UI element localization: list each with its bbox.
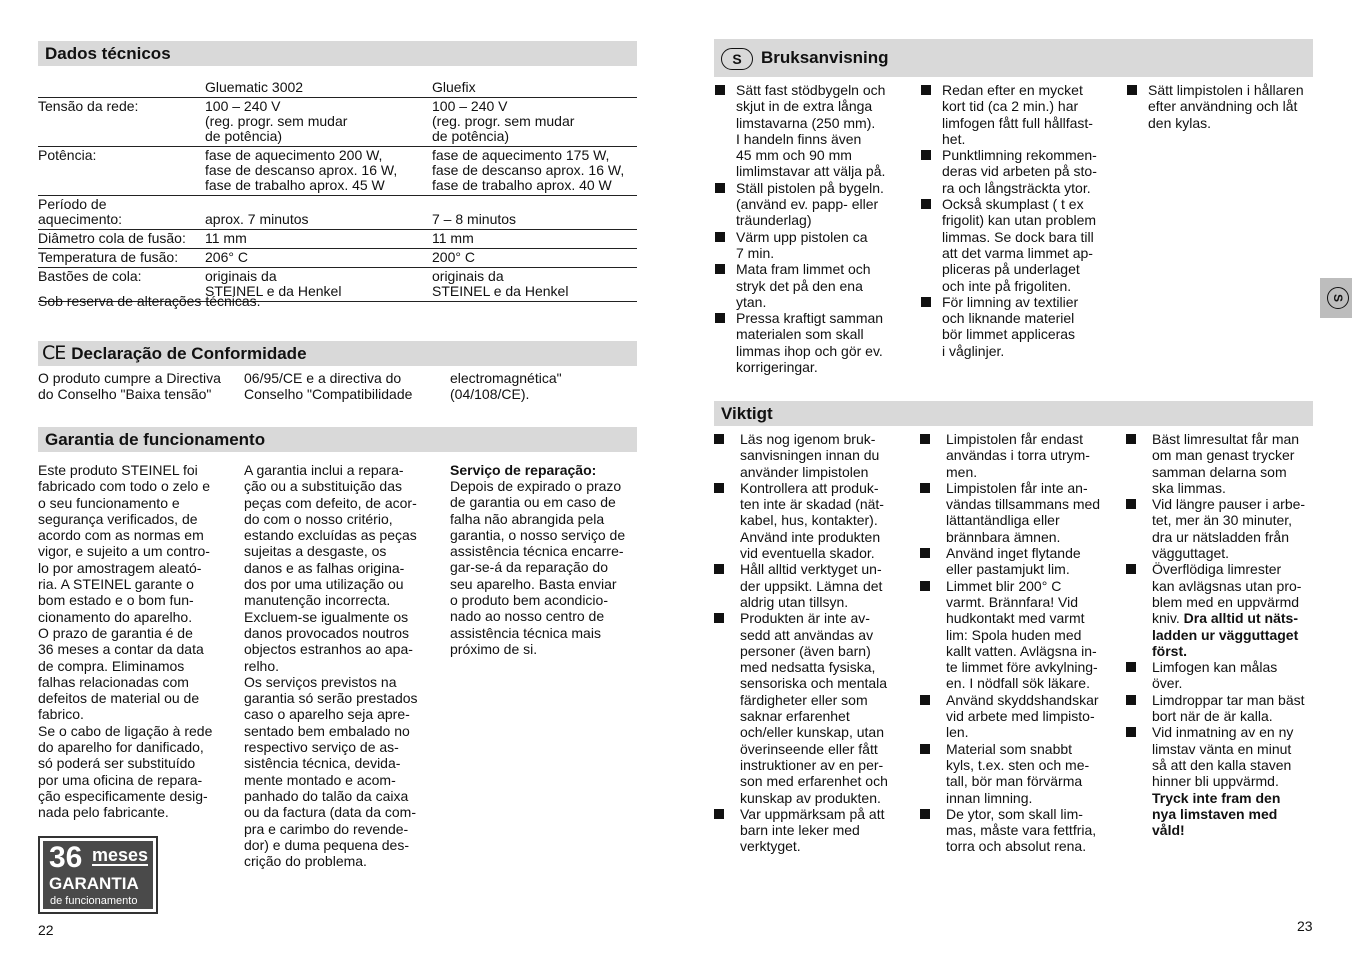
warranty-col-2: A garantia inclui a repara- ção ou a substituição das peças com defeito, de acor- do com o nosso critério, estando excluídas as peças sujeitas a desgaste, os danos e as falhas origina- dos por uma utilização ou manutenção incorrecta. Excluem-se igualmente os danos provocados noutros objectos estranhos ao apa- relho. Os serviços previstos na garantia só serão prestados caso o aparelho seja apre- sentado bem embalado no respectivo serviço de as- sistência técnica, devida- mente montado e acom- panhado do talão da caixa ou da factura (data da com- pra e carimbo do revende- dor) e duma pequena des- crição do problema. (244, 462, 418, 870)
language-side-tab (1320, 278, 1352, 318)
bullet-item (712, 561, 912, 610)
bullet-item (1124, 496, 1324, 561)
bullet-text: Sätt fast stödbygeln och skjut in de extra långa limstavarna (250 mm). I handeln finns även 45 mm och 90 mm limlimstavar att välja på. (736, 82, 886, 180)
bullet-item (1124, 431, 1324, 496)
important-list-col-2 (918, 431, 1118, 855)
tech-cell: 200° C (432, 249, 637, 268)
bullet-item (918, 545, 1118, 578)
bullet-text: Vid längre pauser i arbe- tet, mer än 30 minuter, dra ur nätsladden från vägguttaget. (1152, 496, 1306, 562)
bullet-text: Material som snabbt kyls, t.ex. sten och me- tall, bör man förvärma innan limning. (946, 740, 1090, 806)
bullet-text: Överflödiga limrester kan avlägsnas utan pro- blem med en uppvärmd kniv. (1152, 561, 1302, 627)
warranty-title: Garantia de funcionamento (45, 430, 266, 449)
tech-table-row (38, 147, 637, 196)
bullet-text: För limning av textilier och liknande materiel bör limmet appliceras i våglinjer. (942, 293, 1079, 359)
logo-word: GARANTIA (49, 874, 139, 893)
bullet-item (712, 480, 912, 561)
bullet-text: Limpistolen får inte an- vändas tillsammans med lättantändliga eller brännbara ämnen. (946, 479, 1101, 545)
bullet-item (918, 431, 1118, 480)
bullet-text: Håll alltid verktyget un- der uppsikt. Lämna det aldrig utan tillsyn. (740, 561, 883, 610)
tech-header-cell: Gluefix (432, 79, 476, 95)
bullet-text: Punktlimning rekommen- deras vid arbeten på sto- ra och långsträckta ytor. (942, 147, 1097, 196)
bullet-text: Limpistolen får endast användas i torra utrym- men. (946, 431, 1090, 480)
warranty-col-3-heading: Serviço de reparação: (450, 462, 597, 478)
tech-cell: originais da STEINEL e da Henkel (432, 268, 637, 302)
tech-cell: Bastões de cola: (38, 268, 205, 302)
bullet-bold-text: Dra alltid ut näts- ladden ur vägguttaget först. (1152, 610, 1299, 659)
bullet-item (918, 692, 1118, 741)
bullet-item (1124, 724, 1324, 838)
bullet-text: Limfogen kan målas över. (1152, 659, 1278, 692)
tech-table-row (38, 98, 637, 147)
instructions-header (714, 39, 1313, 77)
bullet-bold-text: Tryck inte fram den nya limstaven med våld! (1152, 789, 1281, 839)
bullet-item (918, 480, 1118, 545)
instructions-list-col-3 (1127, 82, 1317, 131)
tech-cell: 100 – 240 V (reg. progr. sem mudar de potência) (205, 98, 432, 147)
bullet-text: Bäst limresultat får man om man genast trycker samman delarna som ska limmas. (1152, 431, 1300, 496)
bullet-text: Vid inmatning av en ny limstav vänta en minut så att den kalla staven hinner bli uppvärmd. (1152, 724, 1294, 790)
bullet-text: Pressa kraftigt samman materialen som skall limmas ihop och gör ev. korrigeringar. (736, 310, 884, 376)
tech-cell: 11 mm (432, 230, 637, 249)
conformity-col-2: 06/95/CE e a directiva do Conselho "Compatibilidade (244, 370, 413, 403)
warranty-col-1: Este produto STEINEL foi fabricado com todo o zelo e o seu funcionamento e segurança verificados, de acordo com as normas em vigor, e sujeito a um contro- lo por amostragem aleató- ria. A STEINEL garante o bom estado e o bom fun- cionamento do aparelho. O prazo de garantia é de 36 meses a contar da data de compra. Eliminamos falhas relacionadas com defeitos de material ou de fabrico. Se o cabo de ligação à rede do aparelho for danificado, só poderá ser substituído por uma oficina de repara- ção especificamente desig- nada pelo fabricante. (38, 462, 213, 821)
important-header (714, 401, 1313, 426)
tech-cell: fase de aquecimento 175 W, fase de descanso aprox. 16 W, fase de trabalho aprox. 40 W (432, 147, 637, 196)
instructions-list-col-2 (921, 82, 1111, 359)
tech-table-row (38, 230, 637, 249)
important-title: Viktigt (721, 404, 773, 423)
bullet-text: Redan efter en mycket kort tid (ca 2 min.) har limfogen fått full hållfast- het. (942, 82, 1093, 147)
bullet-text: Värm upp pistolen ca 7 min. (736, 228, 868, 261)
tech-cell: 7 – 8 minutos (432, 196, 637, 230)
tech-header-cell (38, 80, 205, 98)
bullet-text: Produkten är inte av- sedd att användas av personer (även barn) med nedsatta fysiska, sensoriska och mentala färdigheter eller som saknar erfarenhet och/eller kunskap, utan överinseende eller fått instruktioner av en per- son med erfarenhet och kunskap av produkten. (740, 610, 888, 806)
bullet-item (715, 180, 905, 229)
conformity-title: Declaração de Conformidade (71, 344, 307, 363)
side-tab-s-icon: S (1327, 287, 1349, 309)
warranty-36-months-logo (38, 836, 158, 914)
bullet-item (712, 806, 912, 855)
tech-cell: 100 – 240 V (reg. progr. sem mudar de potência) (432, 98, 637, 147)
bullet-text: Limmet blir 200° C varmt. Brännfara! Vid hudkontakt med varmt lim: Spola huden med kallt vatten. Avlägsna in- te limmet före avkylning- en. I nödfall sök läkare. (946, 577, 1098, 692)
important-list-col-1 (712, 431, 912, 855)
page-number-right: 23 (1297, 918, 1313, 934)
tech-cell: 206° C (205, 249, 432, 268)
bullet-item (712, 431, 912, 480)
bullet-text: Använd skyddshandskar vid arbete med limpisto- len. (946, 691, 1099, 741)
tech-cell: Tensão da rede: (38, 98, 205, 147)
bullet-text: Använd inget flytande eller pastamjukt lim. (946, 545, 1081, 578)
tech-cell: originais da STEINEL e da Henkel (205, 268, 432, 302)
bullet-item (921, 196, 1111, 294)
bullet-text: Limdroppar tar man bäst bort när de är kalla. (1152, 691, 1305, 725)
bullet-item (918, 806, 1118, 855)
bullet-item (715, 229, 905, 262)
bullet-item (1124, 692, 1324, 725)
tech-cell: aprox. 7 minutos (205, 196, 432, 230)
bullet-item (921, 294, 1111, 359)
tech-cell: Diâmetro cola de fusão: (38, 230, 205, 249)
bullet-item (921, 147, 1111, 196)
logo-sub: de funcionamento (50, 895, 138, 907)
bullet-item (715, 261, 905, 310)
tech-cell: 11 mm (205, 230, 432, 249)
important-list-col-3 (1124, 431, 1324, 838)
page-number-left: 22 (38, 922, 54, 938)
bullet-item (918, 741, 1118, 806)
bullet-item (712, 610, 912, 806)
bullet-item (1124, 561, 1324, 659)
tech-cell: fase de aquecimento 200 W, fase de descanso aprox. 16 W, fase de trabalho aprox. 45 W (205, 147, 432, 196)
tech-table-row (38, 196, 637, 230)
bullet-text: Läs nog igenom bruk- sanvisningen innan du använder limpistolen (740, 431, 880, 480)
bullet-text: Var uppmärksam på att barn inte leker med verktyget. (740, 805, 885, 855)
logo-number: 36 (49, 841, 83, 874)
bullet-text: Ställ pistolen på bygeln. (använd ev. papp- eller träunderlag) (736, 179, 884, 229)
tech-table-row (38, 249, 637, 268)
bullet-text: Kontrollera att produk- ten inte är skadad (nät- kabel, hus, kontakter). Använd inte produkten vid eventuella skador. (740, 479, 884, 562)
bullet-item (918, 578, 1118, 692)
conformity-col-3: electromagnética" (04/108/CE). (450, 370, 562, 403)
warranty-header (38, 427, 637, 452)
tech-cell: Período de aquecimento: (38, 196, 205, 230)
bullet-item (715, 82, 905, 180)
tech-cell: Temperatura de fusão: (38, 249, 205, 268)
logo-unit: meses (92, 845, 149, 865)
bullet-text: De ytor, som skall lim- mas, måste vara fettfria, torra och absolut rena. (946, 805, 1097, 855)
conformity-col-1: O produto cumpre a Directiva do Conselho "Baixa tensão" (38, 370, 221, 403)
tech-table (38, 80, 637, 302)
instructions-title: Bruksanvisning (761, 48, 889, 67)
instructions-list-col-1 (715, 82, 905, 375)
tech-section-title: Dados técnicos (45, 44, 171, 63)
bullet-item (1124, 659, 1324, 692)
conformity-header (38, 341, 637, 366)
bullet-text: Också skumplast ( t ex frigolit) kan utan problem limmas. Se dock bara till att det varma limmet ap- pliceras på underlaget och inte på frigoliten. (942, 196, 1097, 294)
tech-table-header-row (38, 80, 637, 98)
bullet-text: Mata fram limmet och stryk det på den ena ytan. (736, 261, 871, 310)
tech-header-cell: Gluematic 3002 (205, 79, 304, 95)
bullet-item (1127, 82, 1317, 131)
bullet-item (715, 310, 905, 375)
bullet-item (921, 82, 1111, 147)
tech-cell: Potência: (38, 147, 205, 196)
warranty-col-3: Depois de expirado o prazo de garantia ou em caso de falha não abrangida pela garantia, o nosso serviço de assistência técnica encarre- gar-se-á da reparação do seu aparelho. Basta enviar o produto bem acondicio- nado ao nosso centro de assistência técnica mais próximo de si. (450, 478, 626, 657)
bullet-text: Sätt limpistolen i hållaren efter användning och låt den kylas. (1148, 82, 1304, 131)
ce-mark-icon: CE (42, 342, 66, 364)
tech-section-header (38, 41, 637, 66)
tech-footnote: Sob reserva de alterações técnicas. (38, 293, 261, 309)
swedish-badge-icon: S (721, 48, 753, 70)
